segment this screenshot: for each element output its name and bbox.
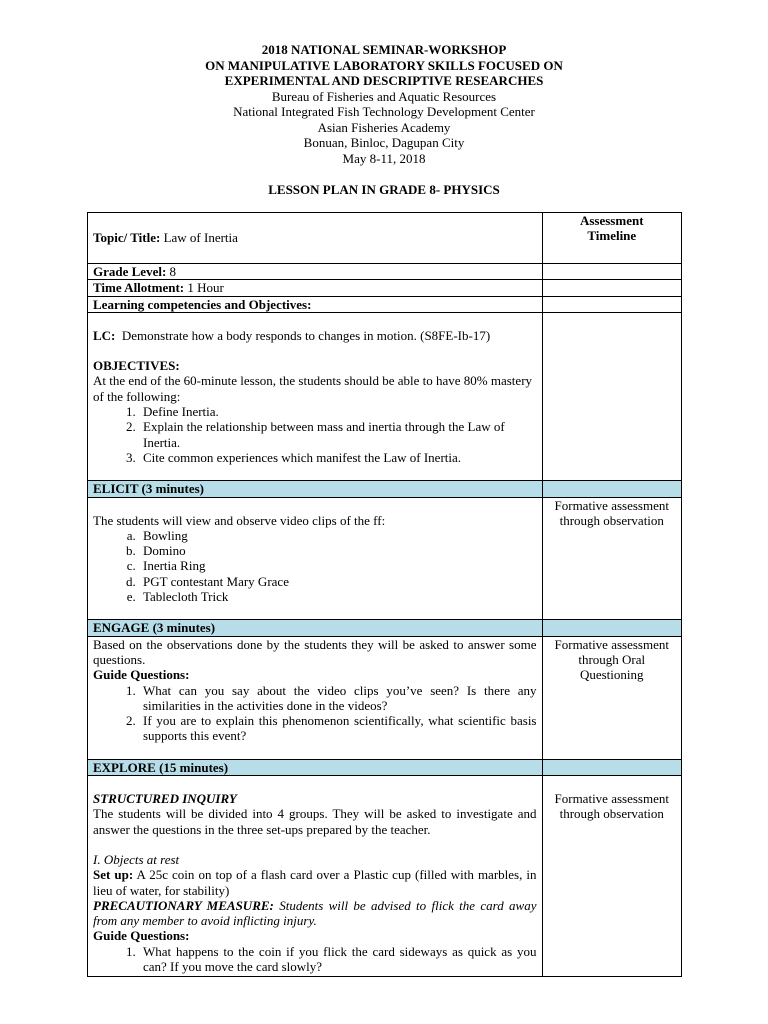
header-line: 2018 NATIONAL SEMINAR-WORKSHOP [261, 42, 507, 57]
list-item: d. PGT contestant Mary Grace [139, 574, 537, 589]
explore-assessment: Formative assessment through observation [542, 776, 682, 977]
list-item: 1. Define Inertia. [139, 404, 537, 419]
lesson-plan-title: LESSON PLAN IN GRADE 8- PHYSICS [268, 182, 500, 197]
lc-label: LC: [93, 327, 116, 343]
empty-cell [542, 759, 682, 775]
explore-heading: EXPLORE (15 minutes) [88, 759, 543, 775]
grade-cell [88, 264, 543, 280]
table-row [88, 312, 682, 480]
lc-text: Demonstrate how a body responds to changes in motion. (S8FE-Ib-17) [121, 327, 491, 343]
list-item: b. Domino [139, 543, 537, 558]
guide-label: Guide Questions: [93, 667, 190, 683]
assessment-header [542, 213, 682, 264]
engage-heading: ENGAGE (3 minutes) [88, 620, 543, 636]
grade-label: Grade Level: [93, 264, 167, 279]
explore-questions [93, 944, 537, 975]
engage-cell [88, 636, 543, 759]
header-line: Bureau of Fisheries and Aquatic Resources [271, 88, 497, 104]
lc-heading: Learning competencies and Objectives: [88, 296, 543, 312]
topic-value: Law of Inertia [163, 230, 238, 246]
header-line: Bonuan, Binloc, Dagupan City [303, 135, 465, 150]
engage-questions [93, 683, 537, 744]
explore-intro: The students will be divided into 4 groups. They will be asked to investigate and answer the questions in the three set-ups prepared by the teacher. [93, 806, 537, 837]
list-item: 1. What happens to the coin if you flick the card sideways as quick as you can? If you move the card slowly? [139, 944, 537, 975]
table-row [88, 264, 682, 280]
list-item: 3. Cite common experiences which manifest the Law of Inertia. [139, 450, 537, 465]
topic-cell [88, 213, 543, 264]
precaution-text: Students will be advised to flick the card away from any member to avoid inflicting injury. [93, 897, 537, 929]
header-line: National Integrated Fish Technology Development Center [233, 104, 535, 119]
empty-cell [542, 264, 682, 280]
table-row [88, 497, 682, 620]
header-line: EXPERIMENTAL AND DESCRIPTIVE RESEARCHES [224, 73, 544, 88]
explore-cell [88, 776, 543, 977]
list-item: 2. If you are to explain this phenomenon scientifically, what scientific basis supports this event? [139, 713, 537, 744]
time-value: 1 Hour [187, 280, 224, 296]
document-header [0, 42, 768, 166]
elicit-list [93, 528, 537, 604]
list-item: e. Tablecloth Trick [139, 589, 537, 604]
time-label: Time Allotment: [93, 280, 185, 296]
precaution-label: PRECAUTIONARY MEASURE: [93, 897, 274, 913]
elicit-intro: The students will view and observe video clips of the ff: [93, 512, 386, 528]
table-row [88, 296, 682, 312]
objectives-label: OBJECTIVES: [93, 358, 180, 374]
engage-assessment: Formative assessment through Oral Questioning [542, 636, 682, 759]
lesson-plan-table [87, 212, 682, 977]
table-row [88, 213, 682, 264]
engage-intro: Based on the observations done by the students they will be asked to answer some questions. [93, 636, 537, 667]
assessment-header-line: Timeline [587, 228, 637, 244]
elicit-heading: ELICIT (3 minutes) [88, 481, 543, 497]
section-row-explore [88, 759, 682, 775]
topic-label: Topic/ Title: [93, 230, 161, 246]
list-item: a. Bowling [139, 528, 537, 543]
list-item: c. Inertia Ring [139, 558, 537, 573]
time-cell [88, 280, 543, 296]
guide-label: Guide Questions: [93, 928, 190, 944]
setup-text: A 25c coin on top of a flash card over a Plastic cup (filled with marbles, in lieu of water, for stability) [93, 867, 537, 898]
elicit-assessment: Formative assessment through observation [542, 497, 682, 620]
objectives-intro: At the end of the 60-minute lesson, the students should be able to have 80% mastery of the following: [93, 373, 533, 404]
list-item: 2. Explain the relationship between mass and inertia through the Law of Inertia. [139, 419, 537, 450]
explore-subheading: I. Objects at rest [93, 851, 180, 867]
objectives-list [93, 404, 537, 465]
grade-value: 8 [169, 264, 177, 279]
objectives-cell [88, 312, 543, 480]
assessment-header-line: Assessment [579, 213, 644, 228]
empty-cell [542, 312, 682, 480]
empty-cell [542, 280, 682, 296]
section-row-engage [88, 620, 682, 636]
table-row [88, 636, 682, 759]
table-row [88, 280, 682, 296]
section-row-elicit [88, 481, 682, 497]
header-line: ON MANIPULATIVE LABORATORY SKILLS FOCUSED ON [205, 57, 563, 73]
empty-cell [542, 296, 682, 312]
elicit-cell [88, 497, 543, 620]
list-item: 1. What can you say about the video clips you’ve seen? Is there any similarities in the activities done in the videos? [139, 683, 537, 714]
header-line: Asian Fisheries Academy [317, 119, 451, 135]
empty-cell [542, 620, 682, 636]
setup-label: Set up: [93, 867, 134, 883]
table-row [88, 776, 682, 977]
inquiry-label: STRUCTURED INQUIRY [93, 791, 237, 807]
header-line: May 8-11, 2018 [342, 150, 426, 166]
empty-cell [542, 481, 682, 497]
